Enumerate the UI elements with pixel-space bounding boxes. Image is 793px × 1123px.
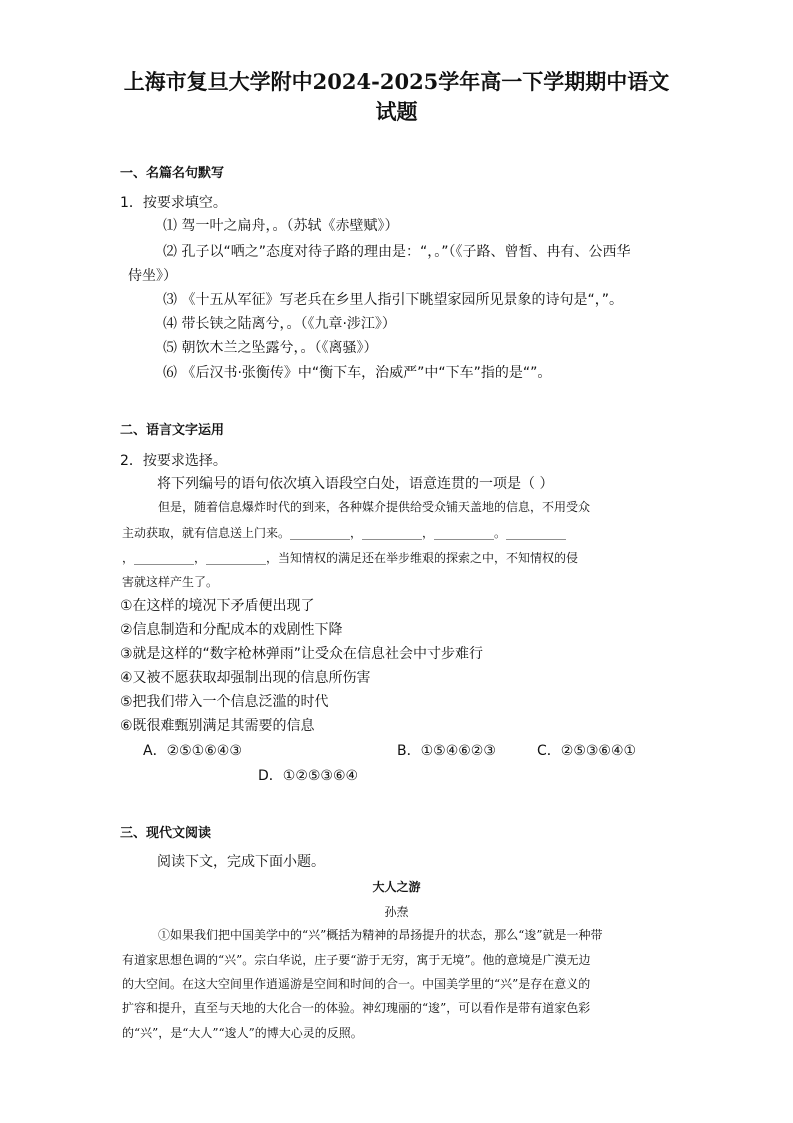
option-3: ③就是这样的“数字枪林弹雨”让受众在信息社会中寸步难行	[120, 646, 484, 662]
option-6: ⑥既很难甄别满足其需要的信息	[120, 718, 315, 734]
article-line-2: 有道家思想色调的“兴”。宗白华说，庄子要“游于无穷，寓于无境”。他的意境是广漠无边	[122, 953, 591, 967]
q1-item-6: ⑹ 《后汉书·张衡传》中“衡下车，治威严”中“下车”指的是“”。	[163, 365, 552, 381]
choice-c: C．②⑤③⑥④①	[537, 743, 637, 759]
q1-item-2-cont: 侍坐》）	[128, 268, 177, 284]
article-line-3: 的大空间。在这大空间里作逍遥游是空间和时间的合一。中国美学里的“兴”是存在意义的	[122, 977, 591, 991]
q1-item-5: ⑸ 朝饮木兰之坠露兮，。（《离骚》）	[163, 340, 378, 356]
choice-b: B．①⑤④⑥②③	[397, 743, 496, 759]
article-title: 大人之游	[372, 880, 421, 894]
choice-a: A．②⑤①⑥④③	[143, 743, 242, 759]
section2-heading: 二、语言文字运用	[120, 423, 225, 438]
article-line-5: 的“兴”，是“大人”“逡人”的博大心灵的反照。	[122, 1026, 363, 1040]
document-title-line1: 上海市复旦大学附中2024-2025学年高一下学期期中语文	[123, 69, 670, 94]
question1-label: 1．按要求填空。	[120, 195, 227, 211]
section3-instruction: 阅读下文，完成下面小题。	[157, 854, 325, 870]
q1-item-2: ⑵ 孔子以“哂之”态度对待子路的理由是：“，。”（《子路、曾皙、冉有、公西华	[163, 244, 631, 260]
passage-line-4: 害就这样产生了。	[122, 575, 219, 589]
question2-label: 2．按要求选择。	[120, 453, 227, 469]
question2-instruction: 将下列编号的语句依次填入语段空白处，语意连贯的一项是（ ）	[157, 476, 554, 492]
passage-line-3: ，__________，__________，当知情权的满足还在举步维艰的探索之中，不知情权的侵	[122, 551, 579, 565]
article-author: 孙焘	[384, 905, 409, 919]
option-1: ①在这样的境况下矛盾便出现了	[120, 598, 315, 614]
section1-heading: 一、名篇名句默写	[120, 166, 225, 181]
section3-heading: 三、现代文阅读	[120, 826, 212, 841]
passage-line-2: 主动获取，就有信息送上门来。__________，__________，__________。__________	[122, 526, 567, 540]
choice-d: D．①②⑤③⑥④	[258, 768, 359, 784]
q1-item-3: ⑶ 《十五从军征》写老兵在乡里人指引下眺望家园所见景象的诗句是“，”。	[163, 292, 623, 308]
option-4: ④又被不愿获取却强制出现的信息所伤害	[120, 670, 371, 686]
article-line-1: ①如果我们把中国美学中的“兴”概括为精神的昂扬提升的状态，那么“逡”就是一种带	[158, 928, 603, 942]
document-title-line2: 试题	[375, 99, 418, 124]
article-line-4: 扩容和提升，直至与天地的大化合一的体验。神幻瑰丽的“逡”，可以看作是带有道家色彩	[122, 1001, 591, 1015]
q1-item-1: ⑴ 驾一叶之扁舟，。（苏轼《赤壁赋》）	[163, 218, 399, 234]
passage-line-1: 但是，随着信息爆炸时代的到来，各种媒介提供给受众铺天盖地的信息，不用受众	[158, 500, 591, 514]
q1-item-4: ⑷ 带长铗之陆离兮，。（《九章·涉江》）	[163, 316, 396, 332]
option-5: ⑤把我们带入一个信息泛滥的时代	[120, 694, 329, 710]
option-2: ②信息制造和分配成本的戏剧性下降	[120, 622, 343, 638]
